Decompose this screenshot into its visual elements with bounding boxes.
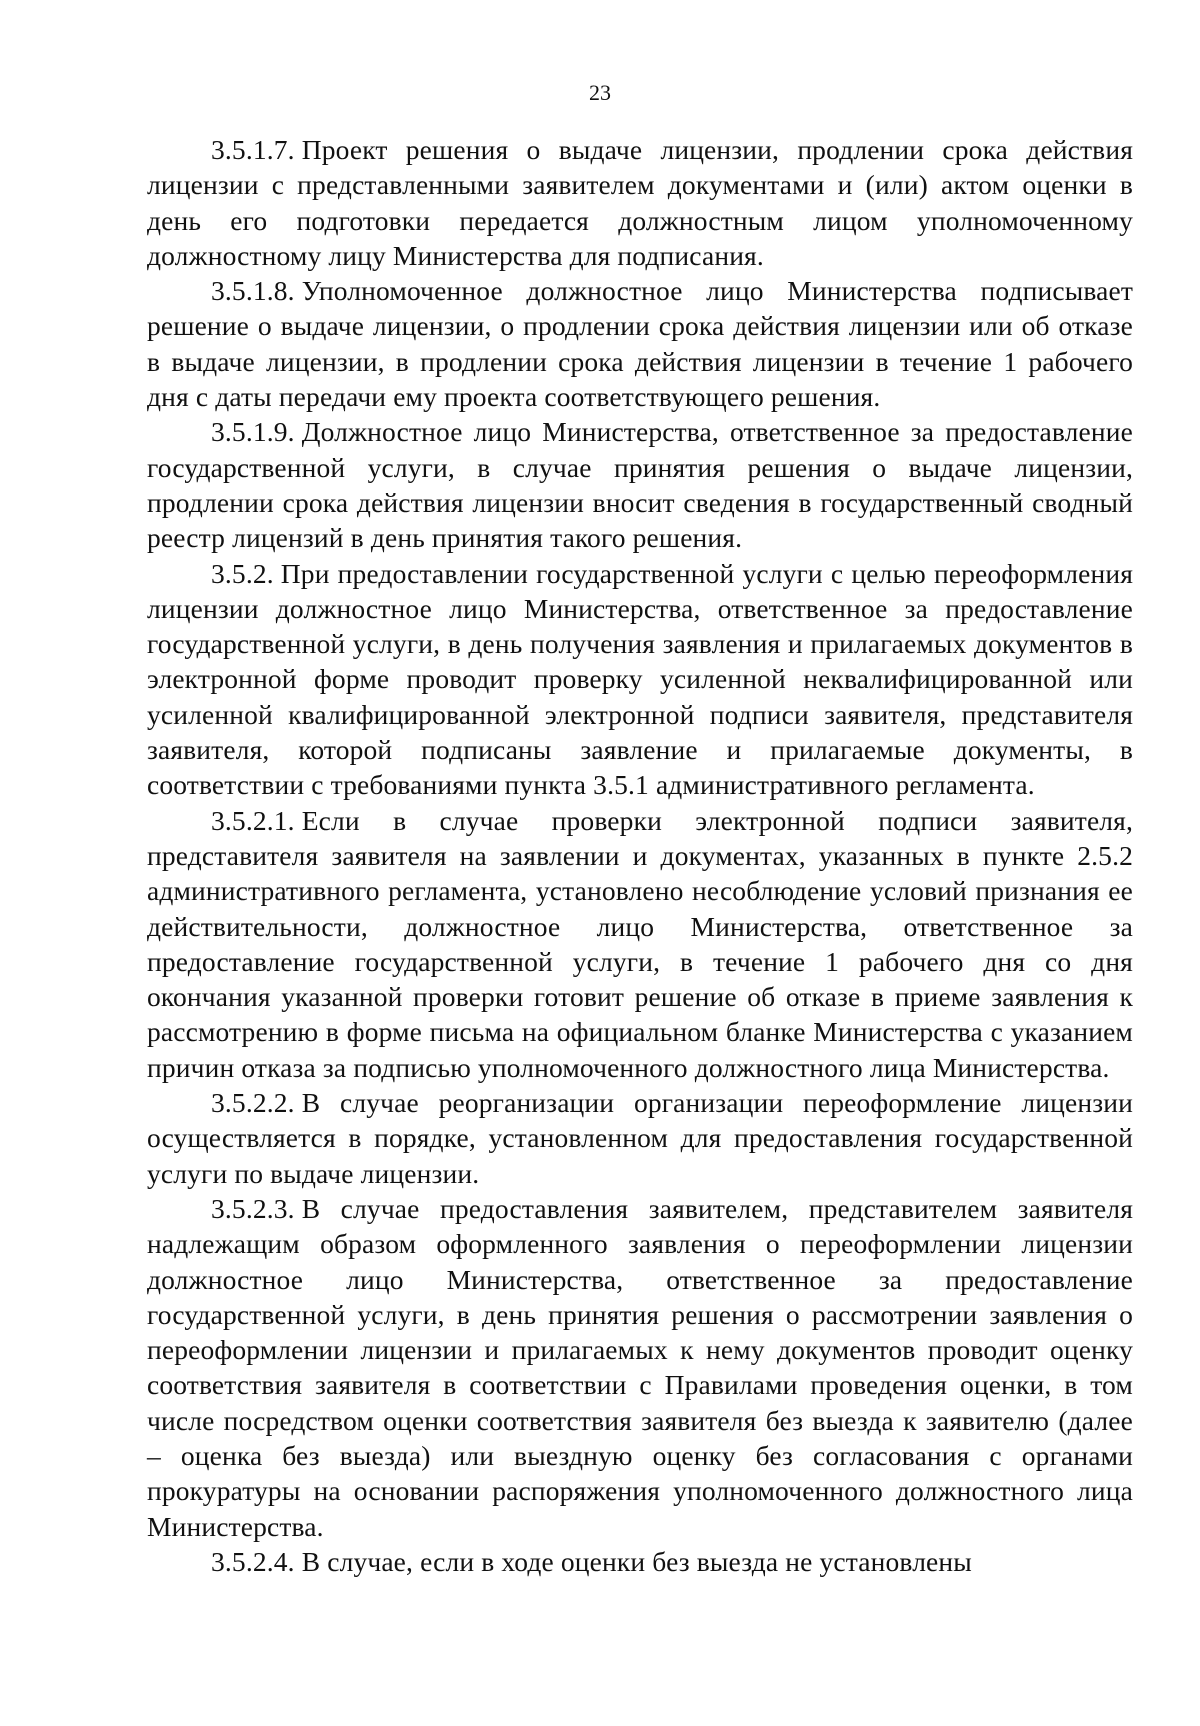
paragraph-text: В случае предоставления заявителем, представителем заявителя надлежащим образом оформленного заявления о переоформлении лицензии должностное лицо Министерства, ответственное за предоставление государственной услуги, в день принятия решения о рассмотрении заявления о переоформлении лицензии и прилагаемых к нему документов проводит оценку соответствия заявителя в соответствии с Правилами проведения оценки, в том числе посредством оценки соответствия заявителя без выезда к заявителю (далее – оценка без выезда) или выездную оценку без согласования с органами прокуратуры на основании распоряжения уполномоченного должностного лица Министерства.	[147, 1192, 1133, 1542]
paragraph-number: 3.5.1.7.	[211, 134, 295, 165]
paragraph-text: В случае, если в ходе оценки без выезда не установлены	[301, 1545, 972, 1577]
paragraph-number: 3.5.2.4.	[211, 1545, 295, 1577]
paragraph-number: 3.5.2.3.	[211, 1192, 295, 1224]
paragraph-text: Проект решения о выдаче лицензии, продлении срока действия лицензии с представленными заявителем документами и (или) актом оценки в день его подготовки передается должностным лицом уполномоченному должностному лицу Министерства для подписания.	[147, 134, 1133, 271]
paragraph-number: 3.5.2.1.	[211, 804, 295, 836]
paragraph-3-5-1-7	[147, 132, 1133, 273]
paragraph-number: 3.5.1.9.	[211, 416, 295, 448]
paragraph-3-5-1-9	[147, 414, 1133, 555]
paragraph-3-5-1-8	[147, 273, 1133, 414]
paragraph-text: Уполномоченное должностное лицо Министерства подписывает решение о выдаче лицензии, о продлении срока действия лицензии или об отказе в выдаче лицензии, в продлении срока действия лицензии в течение 1 рабочего дня с даты передачи ему проекта соответствующего решения.	[147, 275, 1133, 413]
paragraph-text: Если в случае проверки электронной подписи заявителя, представителя заявителя на заявлении и документах, указанных в пункте 2.5.2 административного регламента, установлено несоблюдение условий признания ее действительности, должностное лицо Министерства, ответственное за предоставление государственной услуги, в течение 1 рабочего дня со дня окончания указанной проверки готовит решение об отказе в приеме заявления к рассмотрению в форме письма на официальном бланке Министерства с указанием причин отказа за подписью уполномоченного должностного лица Министерства.	[147, 804, 1133, 1083]
paragraph-number: 3.5.2.2.	[211, 1087, 295, 1119]
document-body	[147, 132, 1133, 1579]
paragraph-text: В случае реорганизации организации переоформление лицензии осуществляется в порядке, установленном для предоставления государственной услуги по выдаче лицензии.	[147, 1087, 1133, 1189]
paragraph-number: 3.5.2.	[211, 557, 274, 589]
paragraph-3-5-2-2	[147, 1085, 1133, 1191]
paragraph-number: 3.5.1.8.	[211, 275, 295, 307]
paragraph-text: Должностное лицо Министерства, ответственное за предоставление государственной услуги, в случае принятия решения о выдаче лицензии, продлении срока действия лицензии вносит сведения в государственный сводный реестр лицензий в день принятия такого решения.	[147, 416, 1133, 554]
paragraph-3-5-2-4	[147, 1544, 1133, 1579]
paragraph-3-5-2-3	[147, 1191, 1133, 1544]
paragraph-3-5-2-1	[147, 803, 1133, 1085]
paragraph-3-5-2	[147, 556, 1133, 803]
page-number: 23	[589, 80, 611, 105]
paragraph-text: При предоставлении государственной услуги с целью переоформления лицензии должностное лицо Министерства, ответственное за предоставление государственной услуги, в день получения заявления и прилагаемых документов в электронной форме проводит проверку усиленной неквалифицированной или усиленной квалифицированной электронной подписи заявителя, представителя заявителя, которой подписаны заявление и прилагаемые документы, в соответствии с требованиями пункта 3.5.1 административного регламента.	[147, 557, 1133, 801]
